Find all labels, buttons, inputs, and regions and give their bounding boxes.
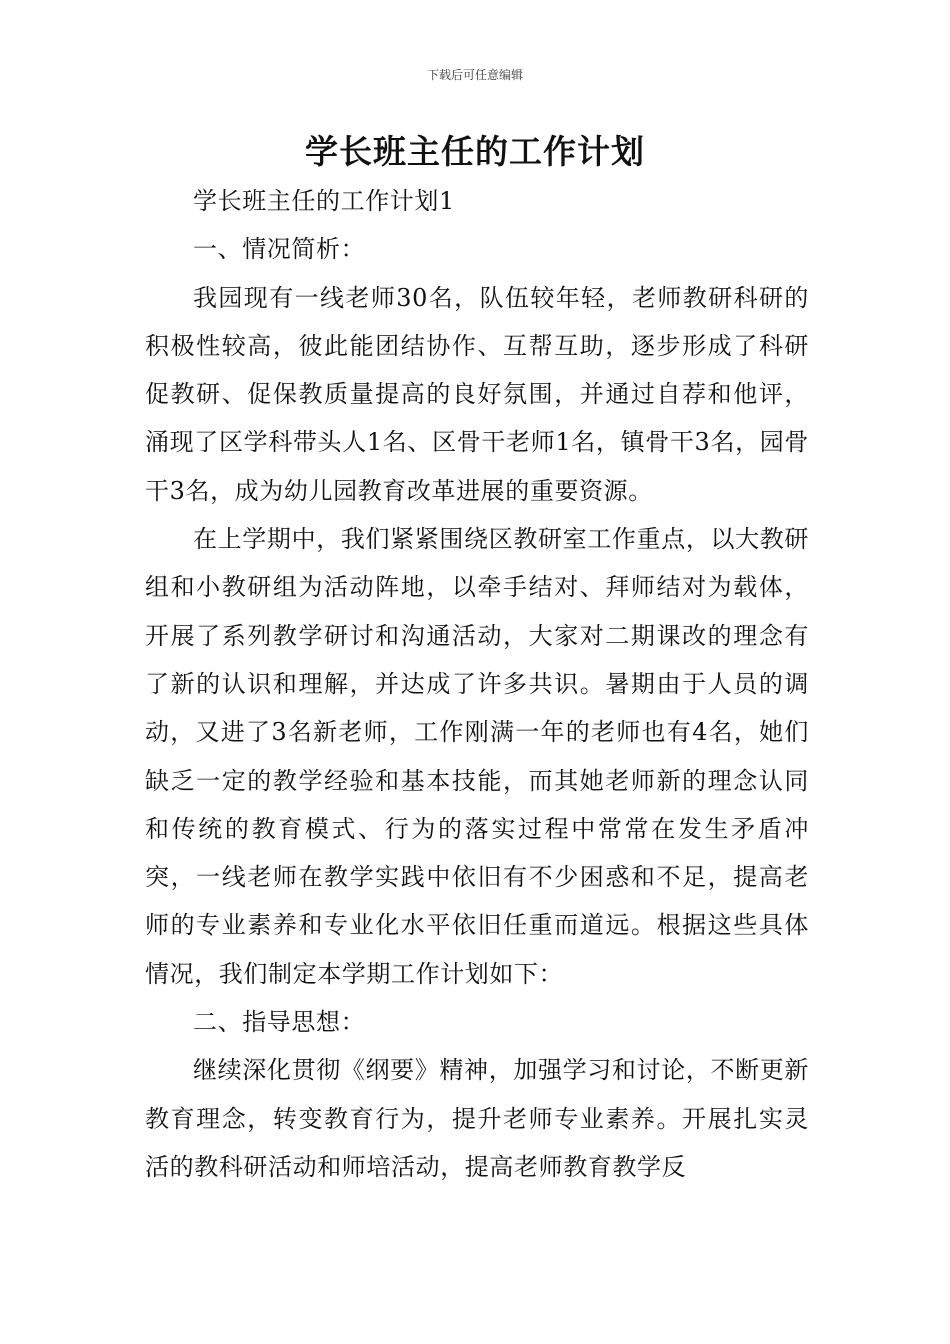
header-note: 下载后可任意编辑 <box>426 68 523 82</box>
section-heading-guiding-thought: 二、指导思想： <box>193 1008 366 1037</box>
section-heading-situation: 一、情况简析： <box>193 235 366 264</box>
paragraph: 继续深化贯彻《纲要》精神，加强学习和讨论，不断更新教育理念，转变教育行为，提升老师专业素养。开展扎实灵活的教科研活动和师培活动，提高老师教育教学反 <box>145 1056 809 1181</box>
section-subtitle: 学长班主任的工作计划1 <box>193 187 455 215</box>
document-body <box>145 177 809 1191</box>
paragraph: 在上学期中，我们紧紧围绕区教研室工作重点，以大教研组和小教研组为活动阵地，以牵手结对、拜师结对为载体，开展了系列教学研讨和沟通活动，大家对二期课改的理念有了新的认识和理解，并达成了许多共识。暑期由于人员的调动，又进了3名新老师，工作刚满一年的老师也有4名，她们缺乏一定的教学经验和基本技能，而其她老师新的理念认同和传统的教育模式、行为的落实过程中常常在发生矛盾冲突，一线老师在教学实践中依旧有不少困惑和不足，提高老师的专业素养和专业化水平依旧任重而道远。根据这些具体情况，我们制定本学期工作计划如下： <box>145 525 809 988</box>
document-title: 学长班主任的工作计划 <box>305 132 645 171</box>
paragraph: 我园现有一线老师30名，队伍较年轻，老师教研科研的积极性较高，彼此能团结协作、互帮互助，逐步形成了科研促教研、促保教质量提高的良好氛围，并通过自荐和他评，涌现了区学科带头人1名、区骨干老师1名，镇骨干3名，园骨干3名，成为幼儿园教育改革进展的重要资源。 <box>145 283 809 505</box>
